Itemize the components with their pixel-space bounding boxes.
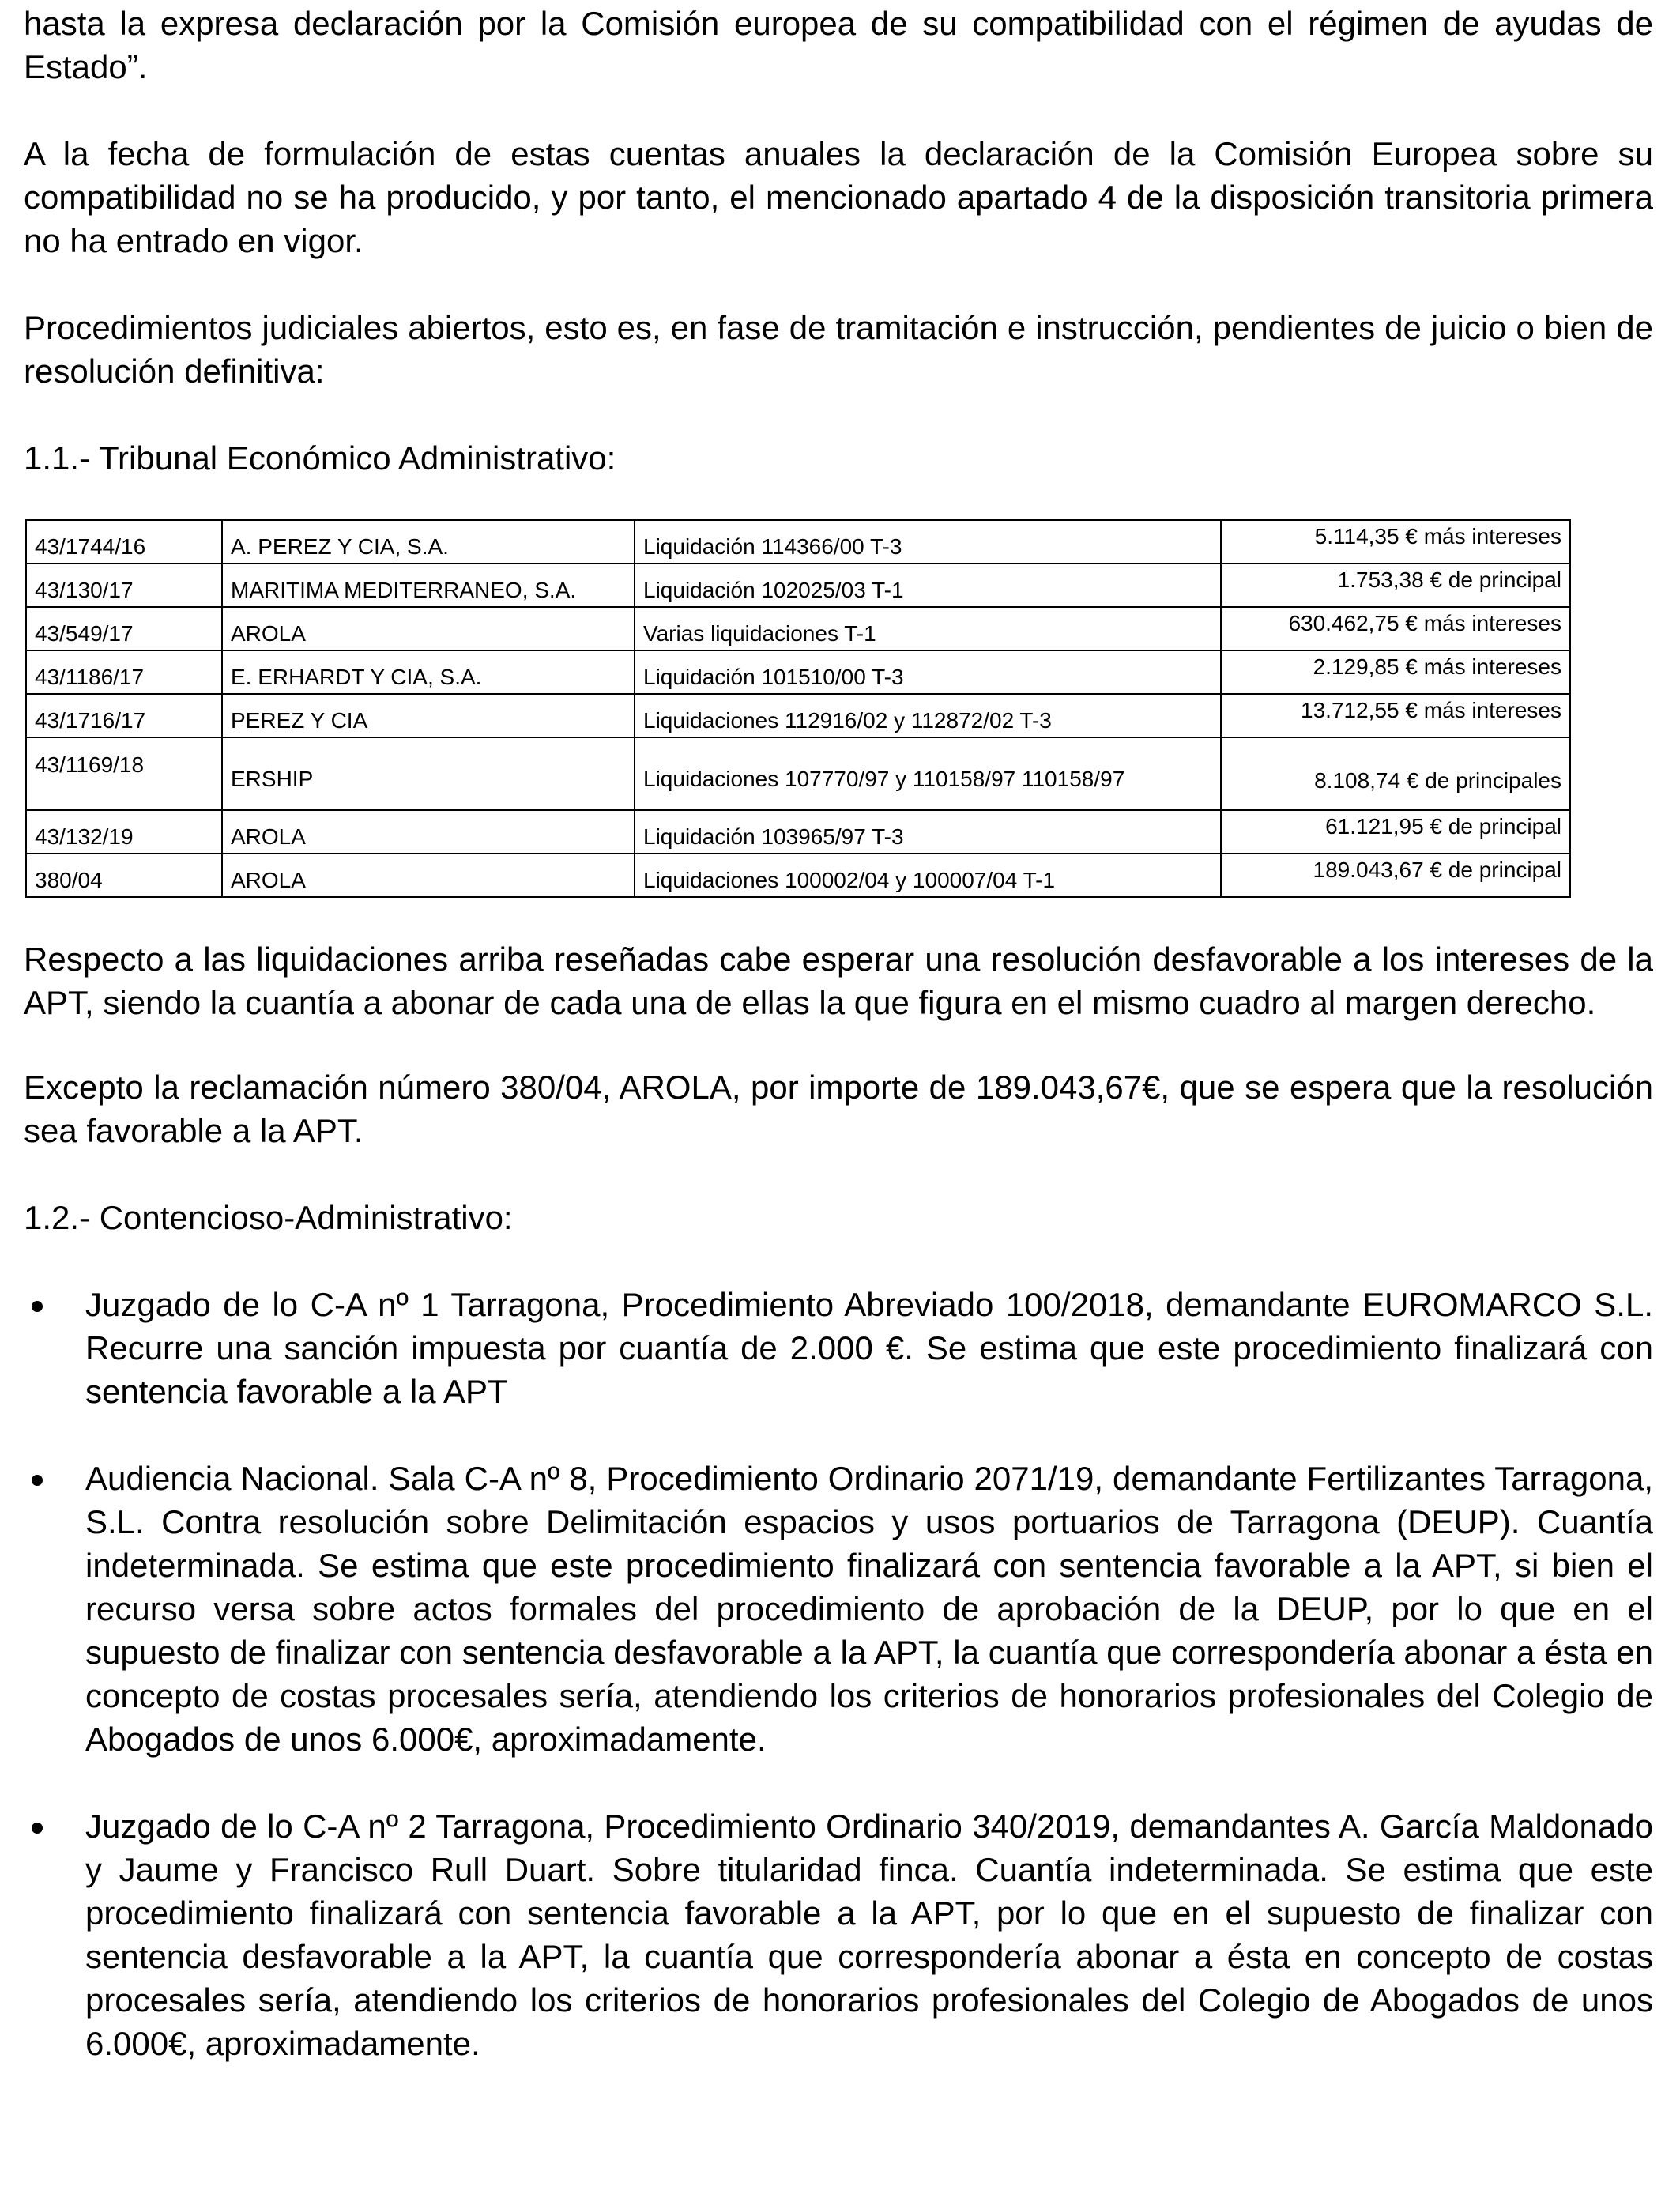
table-cell-ref: 43/130/17 [26,564,222,607]
table-cell-ref: 43/1186/17 [26,650,222,694]
list-item-text: Audiencia Nacional. Sala C-A nº 8, Procedimiento Ordinario 2071/19, demandante Fertilizantes Tarragona, S.L. Contra resolución sobre Delimitación espacios y usos portuarios de Tarragona (DEUP). Cuantía indeterminada. Se estima que este procedimiento finalizará con sentencia favorable a la APT, si bien el recurso versa sobre actos formales del procedimiento de aprobación de la DEUP, por lo que en el supuesto de finalizar con sentencia desfavorable a la APT, la cuantía que correspondería abonar a ésta en concepto de costas procesales sería, atendiendo los criterios de honorarios profesionales del Colegio de Abogados de unos 6.000€, aproximadamente. [85,1460,1653,1758]
section-heading-contencioso: 1.2.- Contencioso-Administrativo: [24,1199,513,1236]
table-cell-concept: Liquidación 102025/03 T-1 [635,564,1221,607]
table-row [26,564,1570,607]
table-cell-ref: 380/04 [26,854,222,897]
table-cell-party: E. ERHARDT Y CIA, S.A. [222,650,635,694]
table-cell-amount: 8.108,74 € de principales [1221,737,1570,810]
proceedings-list [24,1283,1653,2065]
table-cell-concept: Liquidación 114366/00 T-3 [635,520,1221,564]
table-cell-concept: Liquidaciones 100002/04 y 100007/04 T-1 [635,854,1221,897]
table-row [26,854,1570,897]
table-row [26,650,1570,694]
table-cell-ref: 43/1169/18 [26,737,222,810]
table-cell-amount: 630.462,75 € más intereses [1221,607,1570,650]
table-cell-party: A. PEREZ Y CIA, S.A. [222,520,635,564]
table-cell-amount: 189.043,67 € de principal [1221,854,1570,897]
table-cell-ref: 43/1744/16 [26,520,222,564]
table-cell-amount: 5.114,35 € más intereses [1221,520,1570,564]
table-row [26,810,1570,854]
table-cell-amount: 61.121,95 € de principal [1221,810,1570,854]
list-item-text: Juzgado de lo C-A nº 2 Tarragona, Procedimiento Ordinario 340/2019, demandantes A. García Maldonado y Jaume y Francisco Rull Duart. Sobre titularidad finca. Cuantía indeterminada. Se estima que este procedimiento finalizará con sentencia favorable a la APT, por lo que en el supuesto de finalizar con sentencia desfavorable a la APT, la cuantía que correspondería abonar a ésta en concepto de costas procesales sería, atendiendo los criterios de honorarios profesionales del Colegio de Abogados de unos 6.000€, aproximadamente. [85,1808,1653,2062]
list-item-text: Juzgado de lo C-A nº 1 Tarragona, Procedimiento Abreviado 100/2018, demandante EUROMARCO S.L. Recurre una sanción impuesta por cuantía de 2.000 €. Se estima que este procedimiento finalizará con sentencia favorable a la APT [85,1286,1653,1410]
table-cell-amount: 1.753,38 € de principal [1221,564,1570,607]
section-heading-tribunal: 1.1.- Tribunal Económico Administrativo: [24,439,616,477]
table-cell-concept: Liquidaciones 112916/02 y 112872/02 T-3 [635,694,1221,737]
bullet-icon [32,1301,43,1312]
paragraph-liquidations-outlook: Respecto a las liquidaciones arriba reseñadas cabe esperar una resolución desfavorable a los intereses de la APT, siendo la cuantía a abonar de cada una de ellas la que figura en el mismo cuadro al margen derecho. [24,941,1653,1021]
list-item [24,1283,1653,1413]
table-cell-concept: Liquidación 101510/00 T-3 [635,650,1221,694]
paragraph-open-procedures: Procedimientos judiciales abiertos, esto es, en fase de tramitación e instrucción, pendientes de juicio o bien de resolución definitiva: [24,309,1653,390]
table-cell-concept: Liquidaciones 107770/97 y 110158/97 110158/97 [635,737,1221,810]
table-cell-amount: 13.712,55 € más intereses [1221,694,1570,737]
table-row [26,520,1570,564]
table-cell-party: PEREZ Y CIA [222,694,635,737]
table-cell-party: MARITIMA MEDITERRANEO, S.A. [222,564,635,607]
table-row [26,737,1570,810]
list-item [24,1457,1653,1761]
table-row [26,607,1570,650]
table-cell-concept: Varias liquidaciones T-1 [635,607,1221,650]
paragraph-commission-declaration: A la fecha de formulación de estas cuentas anuales la declaración de la Comisión Europea sobre su compatibilidad no se ha producido, y por tanto, el mencionado apartado 4 de la disposición transitoria primera no ha entrado en vigor. [24,135,1653,259]
table-cell-party: AROLA [222,810,635,854]
paragraph-arola-exception: Excepto la reclamación número 380/04, AROLA, por importe de 189.043,67€, que se espera que la resolución sea favorable a la APT. [24,1069,1653,1149]
paragraph-intro-continuation: hasta la expresa declaración por la Comisión europea de su compatibilidad con el régimen de ayudas de Estado”. [24,5,1653,85]
bullet-icon [32,1823,43,1834]
table-cell-party: AROLA [222,607,635,650]
table-cell-ref: 43/1716/17 [26,694,222,737]
table-cell-party: AROLA [222,854,635,897]
document-page [24,0,1653,2065]
table-row [26,694,1570,737]
table-cell-amount: 2.129,85 € más intereses [1221,650,1570,694]
table-cell-ref: 43/549/17 [26,607,222,650]
liquidations-table [25,519,1571,898]
bullet-icon [32,1475,43,1486]
table-cell-concept: Liquidación 103965/97 T-3 [635,810,1221,854]
table-cell-party: ERSHIP [222,737,635,810]
list-item [24,1804,1653,2065]
table-cell-ref: 43/132/19 [26,810,222,854]
